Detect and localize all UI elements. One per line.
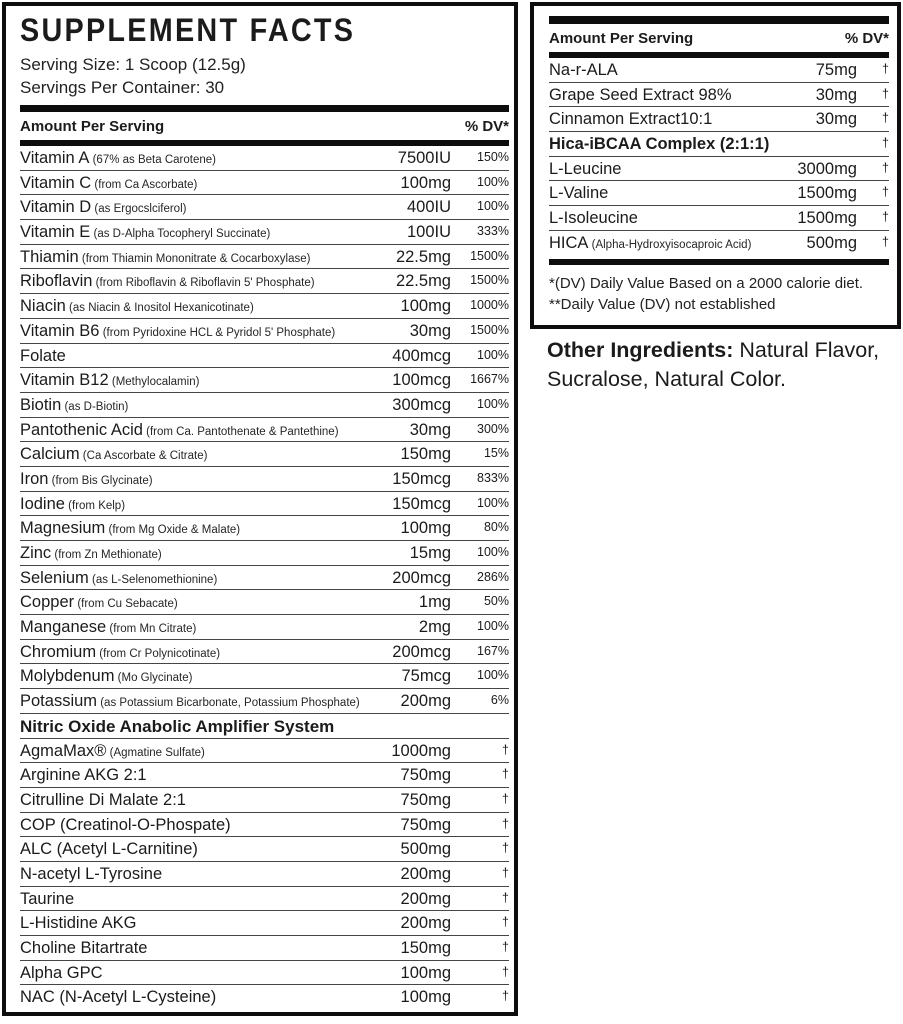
ingredient-name: L-Histidine AKG — [20, 914, 137, 933]
ingredient-dv: † — [882, 136, 889, 151]
ingredient-amount: 200mg — [400, 889, 451, 908]
ingredient-dv: † — [502, 767, 509, 782]
ingredient-amount: 100mg — [400, 297, 451, 316]
supplement-facts-panel — [2, 2, 518, 1016]
table-row — [20, 837, 509, 862]
ingredient-amount: 750mg — [400, 766, 451, 785]
ingredient-name: Riboflavin (from Riboflavin & Riboflavin 5' Phosphate) — [20, 272, 315, 291]
serving-info — [20, 53, 509, 99]
ingredient-dv: 333% — [477, 224, 509, 239]
table-row — [20, 492, 509, 517]
ingredient-name: Citrulline Di Malate 2:1 — [20, 790, 186, 809]
ingredient-name: Zinc (from Zn Methionate) — [20, 544, 162, 562]
table-row — [20, 739, 509, 764]
ingredient-dv: † — [882, 234, 889, 249]
ingredient-amount: 100mg — [400, 519, 451, 538]
ingredient-name: Vitamin C (from Ca Ascorbate) — [20, 173, 198, 192]
ingredient-dv: 100% — [477, 199, 509, 214]
table-row — [20, 319, 509, 344]
ingredient-name: Choline Bitartrate — [20, 939, 148, 957]
footnote-not-established: **Daily Value (DV) not established — [549, 295, 776, 313]
table-row — [549, 206, 889, 231]
supplement-facts-panel-continued — [530, 2, 901, 329]
ingredient-name: Hica-iBCAA Complex (2:1:1) — [549, 135, 770, 154]
table-row — [20, 146, 509, 171]
ingredient-amount: 500mg — [806, 233, 857, 252]
ingredient-dv: † — [882, 210, 889, 225]
amount-per-serving-label: Amount Per Serving — [549, 30, 694, 47]
table-row — [549, 83, 889, 108]
table-row — [20, 887, 509, 912]
table-row — [549, 132, 889, 157]
table-row — [20, 763, 509, 788]
table-row — [20, 985, 509, 1010]
panel-title — [20, 12, 509, 48]
ingredient-name: Grape Seed Extract 98% — [549, 85, 732, 104]
table-row — [20, 269, 509, 294]
ingredient-amount: 750mg — [400, 815, 451, 834]
ingredient-amount: 75mg — [815, 61, 857, 79]
percent-dv-label: % DV* — [464, 118, 509, 135]
ingredient-dv: 1500% — [470, 248, 509, 263]
table-row — [549, 58, 889, 83]
ingredient-name: Taurine — [20, 889, 75, 908]
ingredient-amount: 150mcg — [392, 494, 451, 513]
ingredient-name: Cinnamon Extract10:1 — [549, 110, 713, 129]
ingredient-dv: 50% — [483, 594, 509, 609]
other-ingredients-text: Natural Flavor, Sucralose, Natural Color. — [547, 338, 880, 391]
table-row — [20, 566, 509, 591]
ingredient-name: Biotin (as D-Biotin) — [20, 395, 129, 414]
ingredient-table — [20, 146, 509, 1010]
ingredient-name: Copper (from Cu Sebacate) — [20, 593, 178, 612]
ingredient-name: Alpha GPC — [20, 963, 103, 982]
table-row — [20, 813, 509, 838]
ingredient-amount: 30mg — [409, 321, 451, 340]
section-header-row — [20, 714, 509, 739]
ingredient-amount: 500mg — [400, 840, 451, 859]
ingredient-name: Vitamin B12 (Methylocalamin) — [20, 371, 200, 390]
ingredient-dv: † — [882, 62, 889, 76]
ingredient-name: Calcium (Ca Ascorbate & Citrate) — [20, 445, 208, 464]
ingredient-amount: 1500mg — [797, 184, 857, 203]
ingredient-dv: † — [502, 816, 509, 831]
section-header-label: Nitric Oxide Anabolic Amplifier System — [20, 716, 335, 736]
column-header — [20, 112, 509, 140]
ingredient-dv: † — [502, 841, 509, 856]
ingredient-dv: † — [502, 742, 509, 757]
table-row — [549, 181, 889, 206]
ingredient-name: Manganese (from Mn Citrate) — [20, 618, 197, 637]
ingredient-dv: 286% — [477, 569, 509, 584]
percent-dv-label: % DV* — [844, 30, 889, 47]
ingredient-name: Iron (from Bis Glycinate) — [20, 469, 153, 488]
ingredient-name: Na-r-ALA — [549, 61, 618, 79]
ingredient-amount: 200mcg — [392, 642, 451, 661]
ingredient-dv: 300% — [477, 421, 509, 436]
ingredient-amount: 200mg — [400, 692, 451, 711]
ingredient-amount: 1000mg — [391, 741, 451, 760]
table-row — [20, 368, 509, 393]
ingredient-dv: 167% — [477, 643, 509, 658]
ingredient-table — [549, 58, 889, 256]
ingredient-amount: 750mg — [400, 790, 451, 809]
table-row — [20, 294, 509, 319]
ingredient-dv: 100% — [477, 545, 509, 559]
table-row — [20, 615, 509, 640]
ingredient-dv: 100% — [477, 619, 509, 634]
ingredient-amount: 15mg — [409, 544, 451, 562]
table-row — [549, 157, 889, 182]
table-row — [20, 936, 509, 961]
ingredient-dv: † — [882, 185, 889, 200]
ingredient-name: Vitamin D (as Ergocslciferol) — [20, 198, 187, 217]
ingredient-dv: † — [502, 865, 509, 880]
ingredient-dv: 1500% — [470, 273, 509, 288]
table-row — [20, 788, 509, 813]
ingredient-name: Magnesium (from Mg Oxide & Malate) — [20, 519, 241, 538]
table-row — [20, 590, 509, 615]
ingredient-name: Arginine AKG 2:1 — [20, 766, 147, 785]
table-row — [20, 862, 509, 887]
table-row — [20, 961, 509, 986]
ingredient-amount: 200mg — [400, 914, 451, 933]
table-row — [20, 911, 509, 936]
ingredient-amount: 300mcg — [392, 395, 451, 414]
ingredient-dv: † — [502, 791, 509, 806]
ingredient-amount: 100mg — [400, 963, 451, 982]
ingredient-name: Vitamin B6 (from Pyridoxine HCL & Pyridol 5' Phosphate) — [20, 321, 336, 340]
divider-bar-thick — [20, 105, 509, 112]
ingredient-dv: 1500% — [470, 322, 509, 337]
ingredient-dv: 6% — [490, 693, 509, 708]
ingredient-amount: 1500mg — [797, 209, 857, 228]
ingredient-dv: 80% — [483, 520, 509, 535]
servings-per-container: Servings Per Container: 30 — [20, 78, 225, 97]
table-row — [20, 664, 509, 689]
ingredient-amount: 22.5mg — [395, 272, 451, 291]
table-row — [20, 442, 509, 467]
table-row — [20, 195, 509, 220]
ingredient-amount: 150mg — [400, 939, 451, 957]
ingredient-name: Pantothenic Acid (from Ca. Pantothenate & Pantethine) — [20, 420, 339, 439]
ingredient-name: NAC (N-Acetyl L-Cysteine) — [20, 988, 217, 1007]
table-row — [20, 516, 509, 541]
ingredient-amount: 7500IU — [397, 149, 451, 167]
serving-size: Serving Size: 1 Scoop (12.5g) — [20, 55, 246, 74]
ingredient-amount: 150mcg — [392, 469, 451, 488]
table-row — [20, 689, 509, 714]
dv-footnotes — [549, 265, 889, 315]
divider-bar-thick — [549, 16, 889, 24]
ingredient-amount: 400mcg — [392, 346, 451, 365]
ingredient-dv: 100% — [477, 668, 509, 683]
column-header — [549, 24, 889, 52]
ingredient-amount: 30mg — [409, 420, 451, 439]
ingredient-amount: 1mg — [418, 593, 451, 612]
footnote-daily-value: *(DV) Daily Value Based on a 2000 calorie diet. — [549, 274, 864, 292]
ingredient-dv: 100% — [477, 396, 509, 411]
ingredient-dv: † — [882, 160, 889, 175]
ingredient-dv: 100% — [477, 174, 509, 189]
ingredient-amount: 150mg — [400, 445, 451, 464]
ingredient-name: L-Isoleucine — [549, 209, 638, 228]
ingredient-amount: 3000mg — [797, 159, 857, 178]
table-row — [549, 107, 889, 132]
ingredient-dv: † — [882, 111, 889, 126]
ingredient-amount: 22.5mg — [395, 247, 451, 266]
ingredient-amount: 100mg — [400, 173, 451, 192]
table-row — [20, 640, 509, 665]
ingredient-name: ALC (Acetyl L-Carnitine) — [20, 840, 198, 859]
ingredient-dv: † — [882, 86, 889, 101]
ingredient-amount: 2mg — [418, 618, 451, 637]
ingredient-name: Potassium (as Potassium Bicarbonate, Potassium Phosphate) — [20, 692, 360, 711]
other-ingredients-label: Other Ingredients: — [547, 338, 734, 362]
ingredient-amount: 100mg — [400, 988, 451, 1007]
table-row — [20, 171, 509, 196]
ingredient-dv: † — [502, 964, 509, 979]
ingredient-name: Vitamin A (67% as Beta Carotene) — [20, 149, 216, 167]
table-row — [20, 393, 509, 418]
table-row — [20, 220, 509, 245]
ingredient-name: Thiamin (from Thiamin Mononitrate & Cocarboxylase) — [20, 247, 311, 266]
ingredient-dv: 1667% — [470, 372, 509, 387]
ingredient-name: L-Valine — [549, 184, 609, 203]
ingredient-amount: 30mg — [815, 85, 857, 104]
table-row — [20, 541, 509, 566]
ingredient-amount: 100mcg — [392, 371, 451, 390]
amount-per-serving-label: Amount Per Serving — [20, 118, 165, 135]
table-row — [549, 231, 889, 256]
ingredient-dv: 833% — [477, 470, 509, 485]
ingredient-dv: † — [502, 940, 509, 954]
ingredient-name: HICA (Alpha-Hydroxyisocaproic Acid) — [549, 233, 752, 252]
ingredient-amount: 30mg — [815, 110, 857, 129]
ingredient-amount: 200mg — [400, 864, 451, 883]
ingredient-dv: 15% — [483, 446, 509, 461]
ingredient-dv: 100% — [477, 347, 509, 362]
panel-title-text: SUPPLEMENT FACTS — [20, 12, 356, 48]
table-row — [20, 344, 509, 369]
table-row — [20, 467, 509, 492]
ingredient-name: Folate — [20, 346, 66, 365]
ingredient-name: COP (Creatinol-O-Phospate) — [20, 815, 231, 834]
table-row — [20, 418, 509, 443]
ingredient-amount: 100IU — [406, 223, 451, 242]
ingredient-dv: † — [502, 890, 509, 905]
other-ingredients — [547, 336, 899, 393]
ingredient-amount: 75mcg — [401, 667, 451, 686]
ingredient-name: L-Leucine — [549, 159, 622, 178]
ingredient-name: Chromium (from Cr Polynicotinate) — [20, 642, 221, 661]
ingredient-name: AgmaMax® (Agmatine Sulfate) — [20, 741, 205, 760]
ingredient-name: Iodine (from Kelp) — [20, 494, 126, 513]
ingredient-dv: 150% — [477, 150, 509, 164]
ingredient-amount: 400IU — [406, 198, 451, 217]
ingredient-name: Selenium (as L-Selenomethionine) — [20, 568, 218, 587]
ingredient-dv: † — [502, 989, 509, 1004]
ingredient-name: N-acetyl L-Tyrosine — [20, 864, 163, 883]
ingredient-amount: 200mcg — [392, 568, 451, 587]
ingredient-name: Molybdenum (Mo Glycinate) — [20, 667, 193, 686]
table-row — [20, 245, 509, 270]
ingredient-dv: † — [502, 915, 509, 930]
ingredient-dv: 100% — [477, 495, 509, 510]
ingredient-dv: 1000% — [470, 298, 509, 313]
ingredient-name: Vitamin E (as D-Alpha Tocopheryl Succinate) — [20, 223, 271, 242]
ingredient-name: Niacin (as Niacin & Inositol Hexanicotinate) — [20, 297, 254, 316]
